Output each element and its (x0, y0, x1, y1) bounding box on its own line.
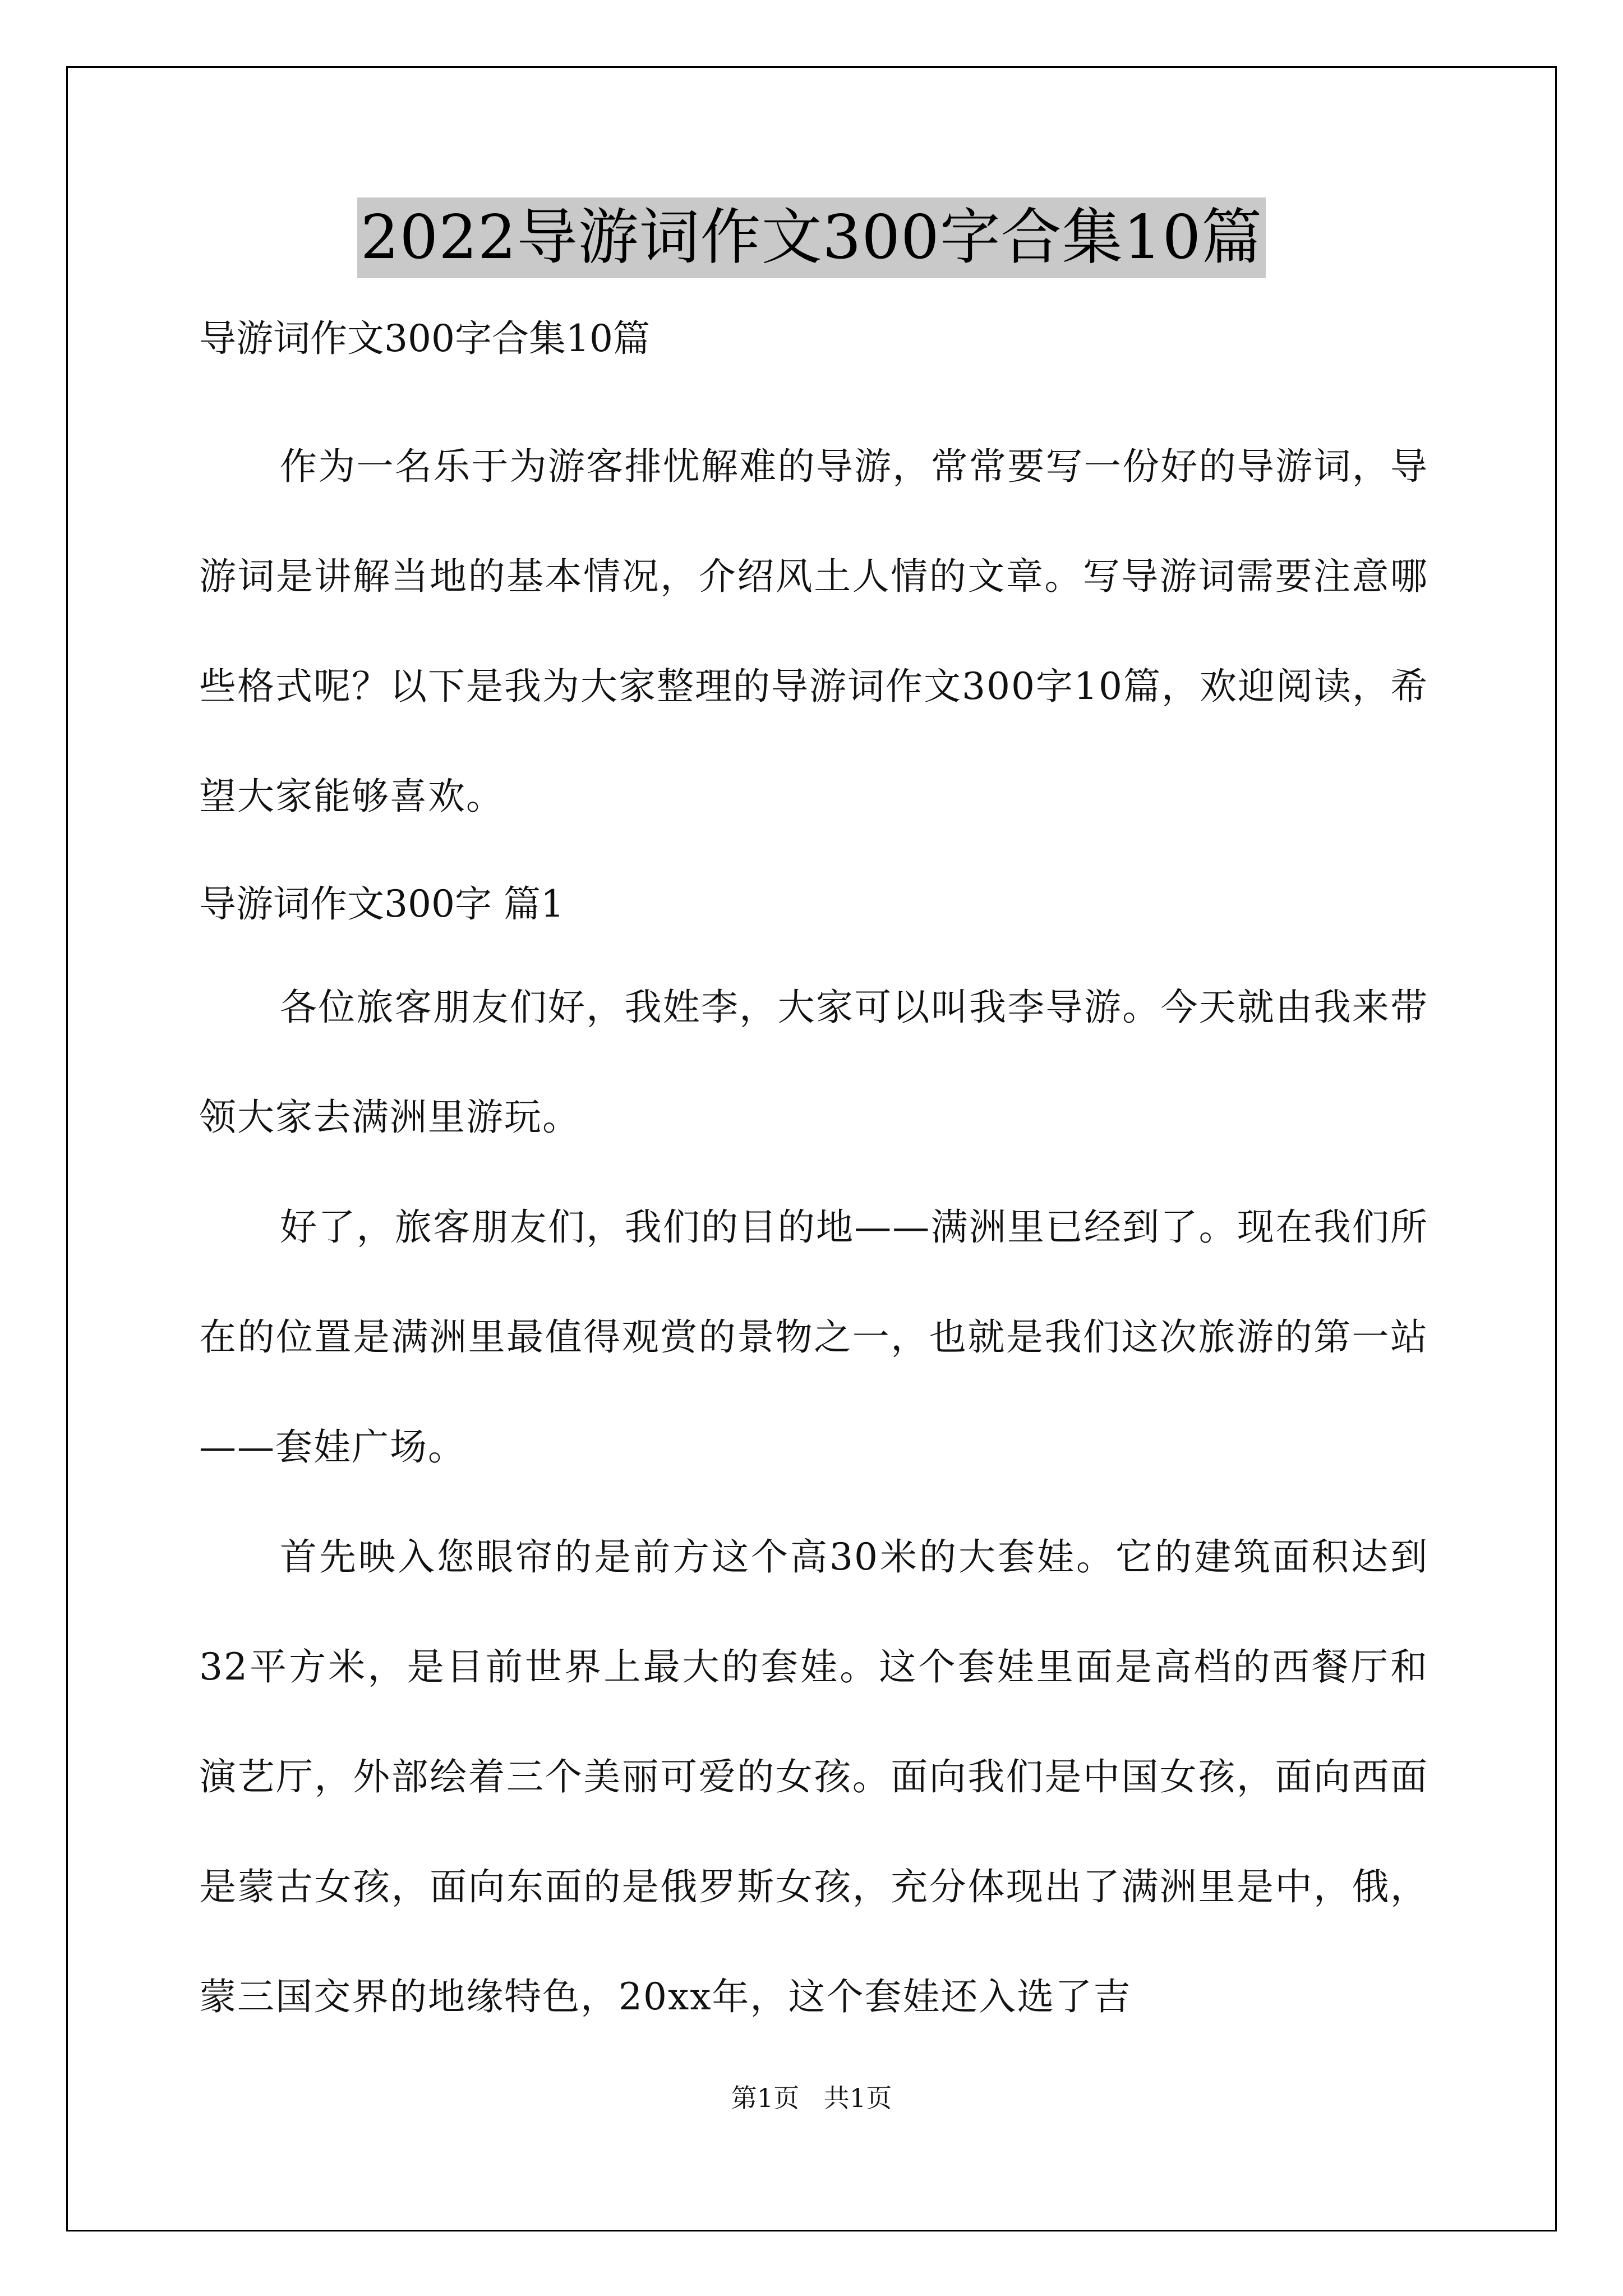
body-paragraph: 首先映入您眼帘的是前方这个高30米的大套娃。它的建筑面积达到32平方米，是目前世界上最大的套娃。这个套娃里面是高档的西餐厅和演艺厅，外部绘着三个美丽可爱的女孩。面向我们是中国女孩，面向西面是蒙古女孩，面向东面的是俄罗斯女孩，充分体现出了满洲里是中，俄，蒙三国交界的地缘特色，20xx年，这个套娃还入选了吉 (199, 1535, 1428, 2018)
document-subtitle: 导游词作文300字合集10篇 (199, 317, 650, 360)
body-paragraph: 好了，旅客朋友们，我们的目的地——满洲里已经到了。现在我们所在的位置是满洲里最值得观赏的景物之一，也就是我们这次旅游的第一站——套娃广场。 (199, 1205, 1428, 1469)
intro-paragraph: 作为一名乐于为游客排忧解难的导游，常常要写一份好的导游词，导游词是讲解当地的基本情况，介绍风土人情的文章。写导游词需要注意哪些格式呢？以下是我为大家整理的导游词作文300字10篇，欢迎阅读，希望大家能够喜欢。 (199, 445, 1428, 818)
section-heading: 导游词作文300字 篇1 (199, 882, 564, 926)
title-container (0, 197, 1623, 278)
document-body (199, 313, 1428, 2052)
page-footer: 第1页 共1页 (731, 2083, 892, 2113)
body-paragraph: 各位旅客朋友们好，我姓李，大家可以叫我李导游。今天就由我来带领大家去满洲里游玩。 (199, 986, 1428, 1139)
document-title: 2022导游词作文300字合集10篇 (357, 197, 1266, 278)
